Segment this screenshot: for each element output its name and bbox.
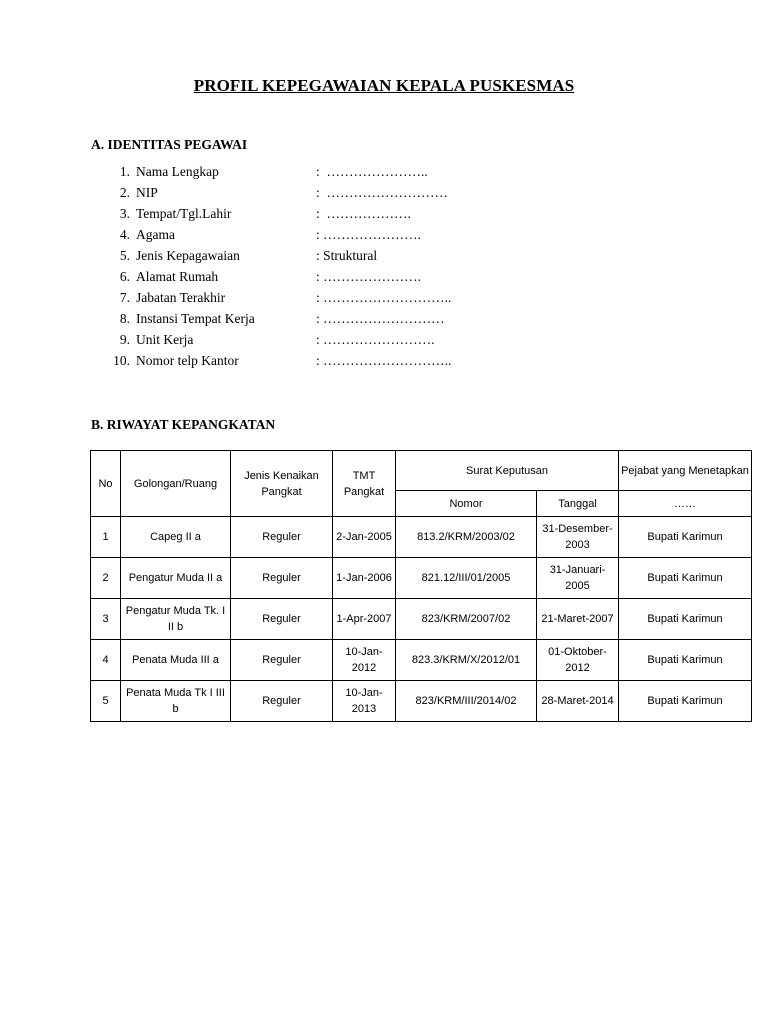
identity-list — [0, 164, 768, 374]
cell-jenis: Reguler — [231, 599, 333, 640]
cell-tmt: 1-Jan-2006 — [333, 558, 396, 599]
cell-pejabat: Bupati Karimun — [619, 517, 752, 558]
identity-item-number: 5. — [119, 248, 130, 263]
identity-item-label: Nomor telp Kantor — [136, 353, 239, 368]
header-pejabat-sub: …… — [619, 491, 752, 517]
header-nomor: Nomor — [396, 491, 537, 517]
cell-pejabat: Bupati Karimun — [619, 599, 752, 640]
identity-item-label: Jabatan Terakhir — [136, 290, 226, 305]
identity-item-value: : …………………. — [316, 227, 422, 242]
identity-item-value: : ………………….. — [316, 164, 428, 179]
identity-item — [0, 353, 768, 374]
header-surat: Surat Keputusan — [396, 451, 619, 491]
identity-item-label: Tempat/Tgl.Lahir — [136, 206, 232, 221]
cell-golongan: Penata Muda III a — [121, 640, 231, 681]
identity-item-value: : ……………………… — [316, 185, 449, 200]
identity-item — [0, 164, 768, 185]
cell-golongan: Pengatur Muda Tk. I II b — [121, 599, 231, 640]
cell-nomor: 813.2/KRM/2003/02 — [396, 517, 537, 558]
identity-item-value: : ……………………… — [316, 311, 445, 326]
cell-no: 4 — [91, 640, 121, 681]
cell-tanggal: 21-Maret-2007 — [537, 599, 619, 640]
identity-item-label: Jenis Kepagawaian — [136, 248, 240, 263]
cell-tanggal: 01-Oktober-2012 — [537, 640, 619, 681]
table-row — [91, 681, 752, 722]
identity-item-number: 8. — [119, 311, 130, 326]
identity-item — [0, 227, 768, 248]
header-tmt: TMT Pangkat — [333, 451, 396, 517]
table-row — [91, 558, 752, 599]
identity-item-value: : Struktural — [316, 248, 378, 263]
cell-nomor: 823.3/KRM/X/2012/01 — [396, 640, 537, 681]
section-b-heading: B. RIWAYAT KEPANGKATAN — [91, 417, 276, 432]
identity-item — [0, 269, 768, 290]
identity-item-label: Unit Kerja — [136, 332, 194, 347]
identity-item-label: Nama Lengkap — [136, 164, 219, 179]
table-row — [91, 517, 752, 558]
cell-tanggal: 31-Januari-2005 — [537, 558, 619, 599]
identity-item — [0, 248, 768, 269]
cell-tanggal: 28-Maret-2014 — [537, 681, 619, 722]
cell-pejabat: Bupati Karimun — [619, 558, 752, 599]
cell-golongan: Pengatur Muda II a — [121, 558, 231, 599]
section-a-heading: A. IDENTITAS PEGAWAI — [91, 137, 248, 152]
cell-nomor: 823/KRM/III/2014/02 — [396, 681, 537, 722]
identity-item-value: : …………………. — [316, 269, 422, 284]
cell-jenis: Reguler — [231, 681, 333, 722]
identity-item-number: 3. — [119, 206, 130, 221]
cell-jenis: Reguler — [231, 517, 333, 558]
identity-item-label: Instansi Tempat Kerja — [136, 311, 255, 326]
identity-item — [0, 332, 768, 353]
header-golongan: Golongan/Ruang — [121, 451, 231, 517]
cell-jenis: Reguler — [231, 558, 333, 599]
rank-table-body — [91, 517, 752, 722]
identity-item-value: : ……………………. — [316, 332, 435, 347]
identity-item-number: 10. — [113, 353, 130, 368]
identity-item-number: 2. — [119, 185, 130, 200]
cell-pejabat: Bupati Karimun — [619, 681, 752, 722]
identity-item — [0, 290, 768, 311]
identity-item-number: 4. — [119, 227, 130, 242]
cell-jenis: Reguler — [231, 640, 333, 681]
identity-item — [0, 185, 768, 206]
identity-item-value: : ……………………….. — [316, 353, 452, 368]
cell-nomor: 823/KRM/2007/02 — [396, 599, 537, 640]
cell-tmt: 10-Jan-2013 — [333, 681, 396, 722]
header-tanggal: Tanggal — [537, 491, 619, 517]
identity-item-number: 1. — [119, 164, 130, 179]
header-no: No — [91, 451, 121, 517]
cell-nomor: 821.12/III/01/2005 — [396, 558, 537, 599]
page-title: PROFIL KEPEGAWAIAN KEPALA PUSKESMAS — [193, 76, 575, 95]
header-pejabat: Pejabat yang Menetapkan — [619, 451, 752, 491]
identity-item-label: Alamat Rumah — [136, 269, 219, 284]
identity-item-label: NIP — [136, 185, 158, 200]
cell-no: 5 — [91, 681, 121, 722]
identity-item-value: : ………………. — [316, 206, 411, 221]
cell-tanggal: 31-Desember-2003 — [537, 517, 619, 558]
identity-item — [0, 311, 768, 332]
identity-item — [0, 206, 768, 227]
identity-item-value: : ……………………….. — [316, 290, 452, 305]
header-jenis: Jenis Kenaikan Pangkat — [231, 451, 333, 517]
rank-history-table — [90, 450, 752, 722]
identity-item-label: Agama — [136, 227, 175, 242]
cell-no: 3 — [91, 599, 121, 640]
cell-no: 1 — [91, 517, 121, 558]
cell-pejabat: Bupati Karimun — [619, 640, 752, 681]
table-row — [91, 640, 752, 681]
identity-item-number: 9. — [119, 332, 130, 347]
identity-item-number: 7. — [119, 290, 130, 305]
table-row — [91, 599, 752, 640]
cell-tmt: 10-Jan-2012 — [333, 640, 396, 681]
cell-tmt: 1-Apr-2007 — [333, 599, 396, 640]
identity-item-number: 6. — [119, 269, 130, 284]
cell-golongan: Capeg II a — [121, 517, 231, 558]
cell-golongan: Penata Muda Tk I III b — [121, 681, 231, 722]
cell-no: 2 — [91, 558, 121, 599]
cell-tmt: 2-Jan-2005 — [333, 517, 396, 558]
